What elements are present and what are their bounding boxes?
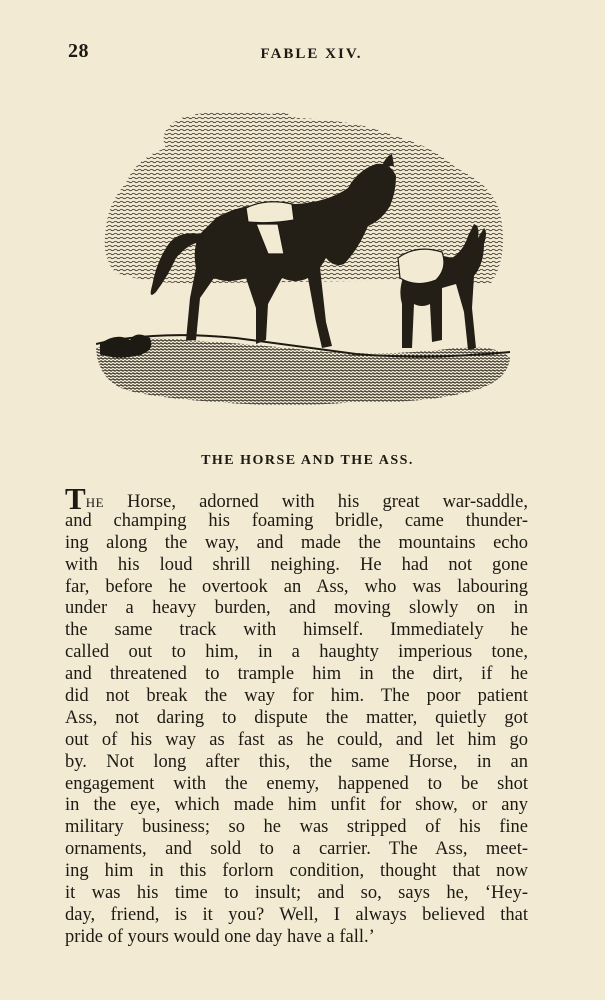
running-head: FABLE XIV. <box>260 46 363 62</box>
text-line: and champing his foaming bridle, came thunder- <box>65 510 528 531</box>
ground <box>96 338 510 405</box>
text-line: engagement with the enemy, happened to be shot <box>65 773 528 794</box>
text-line: far, before he overtook an Ass, who was labouring <box>65 576 528 597</box>
dropcap-rest: HE <box>85 495 105 510</box>
fable-body <box>65 481 528 949</box>
text-line: out of his way as fast as he could, and let him go <box>65 729 528 750</box>
text-line: military business; so he was stripped of his fine <box>65 817 528 838</box>
text-line: it was his time to insult; and so, says he, ‘Hey- <box>65 883 528 904</box>
text-line: called out to him, in a haughty imperious tone, <box>65 642 528 663</box>
text-line: Ass, not daring to dispute the matter, quietly got <box>65 707 528 728</box>
text-line: ing him in this forlorn condition, thought that now <box>65 861 528 882</box>
page-number: 28 <box>68 40 89 62</box>
first-line-rest: Horse, adorned with his great war-saddle, <box>104 492 528 512</box>
dropcap: T <box>65 481 86 516</box>
caption: THE HORSE AND THE ASS. <box>201 453 414 468</box>
text-line: ing along the way, and made the mountains echo <box>65 532 528 553</box>
text-line: and threatened to trample him in the dirt, if he <box>65 664 528 685</box>
text-line: the same track with himself. Immediately he <box>65 620 528 641</box>
text-line <box>65 481 528 516</box>
text-line: by. Not long after this, the same Horse, in an <box>65 751 528 772</box>
text-line: under a heavy burden, and moving slowly on in <box>65 598 528 619</box>
text-line: day, friend, is it you? Well, I always believed that <box>65 904 528 925</box>
text-line-last: pride of yours would one day have a fall.’ <box>65 926 375 947</box>
text-line: ornaments, and sold to a carrier. The Ass, meet- <box>65 839 528 860</box>
woodcut-horse-and-ass-icon <box>96 108 512 410</box>
ass-load <box>398 249 444 283</box>
text-line: in the eye, which made him unfit for show, or any <box>65 795 528 816</box>
text-line: with his loud shrill neighing. He had not gone <box>65 554 528 575</box>
text-line: did not break the way for him. The poor patient <box>65 686 528 707</box>
